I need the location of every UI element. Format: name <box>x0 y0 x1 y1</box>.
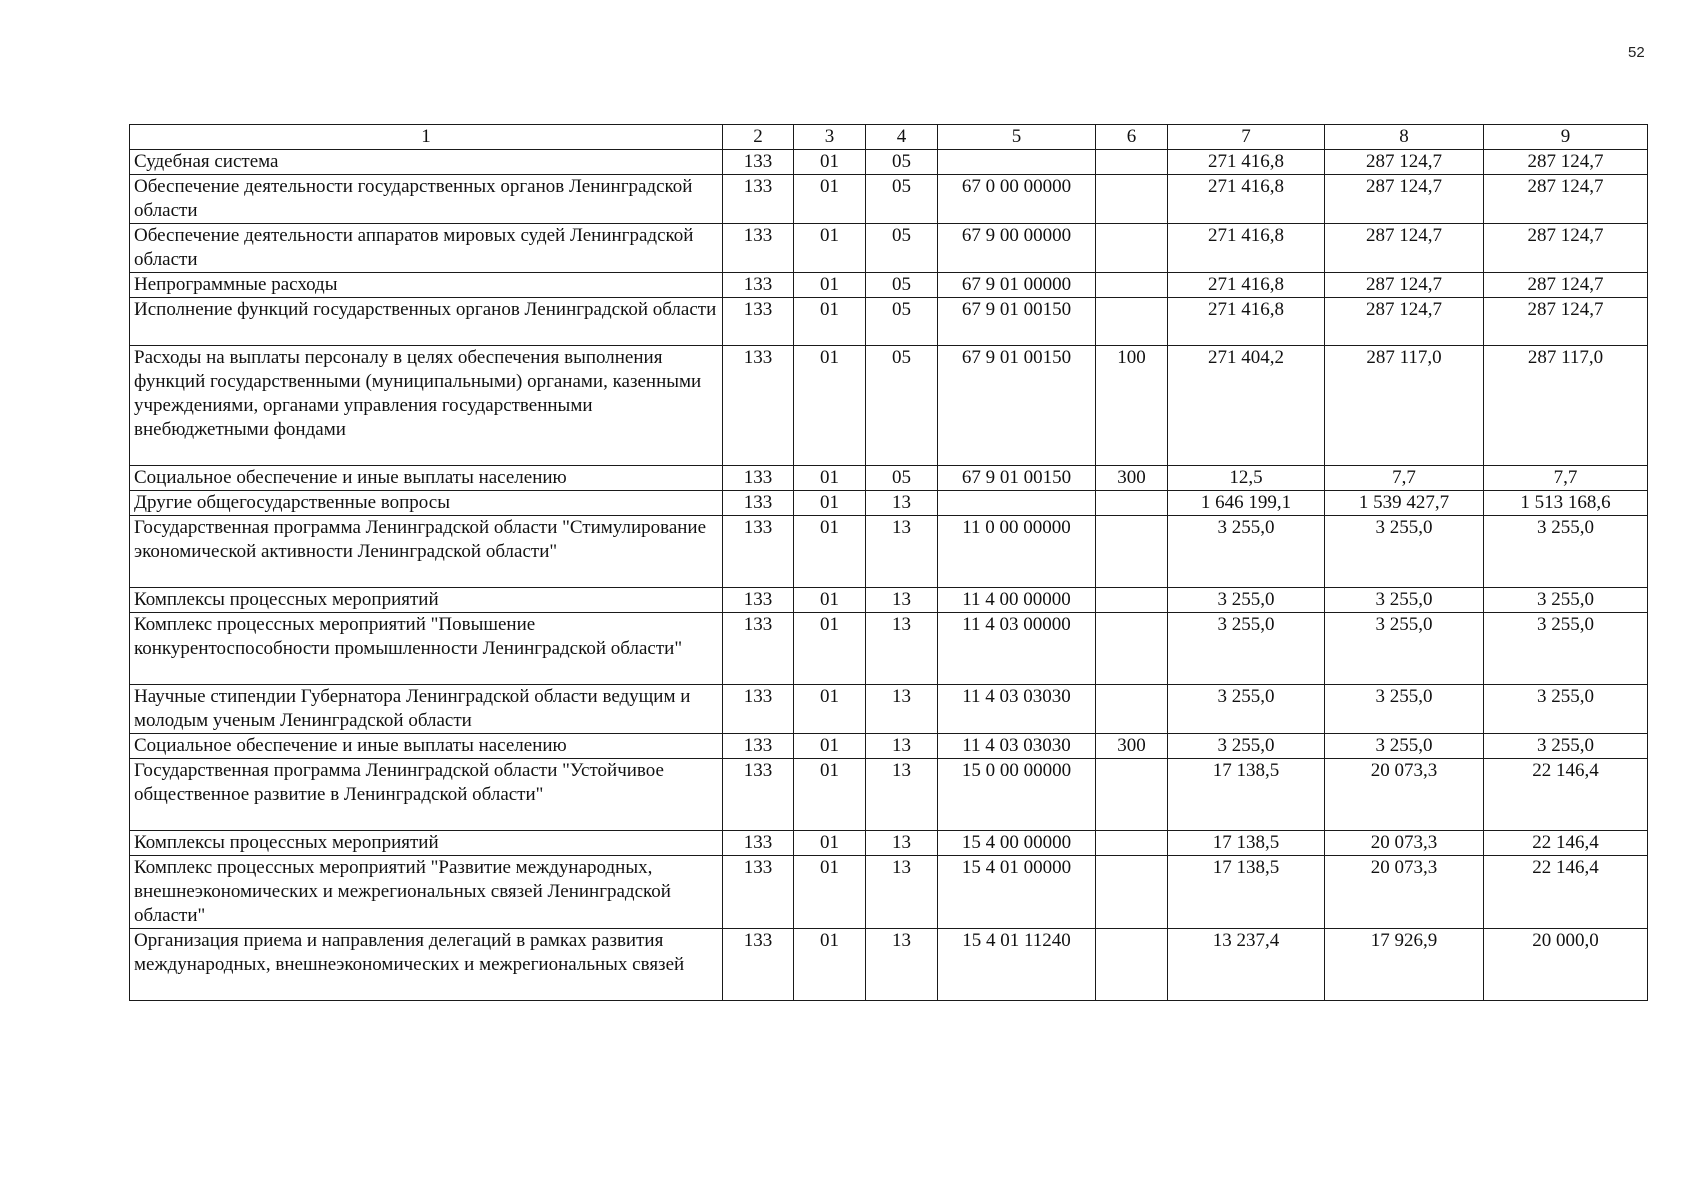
cell-target-item-code: 11 0 00 00000 <box>938 516 1096 588</box>
page-number: 52 <box>1628 44 1645 61</box>
cell-target-item-code: 15 0 00 00000 <box>938 759 1096 831</box>
cell-ministry-code: 133 <box>723 831 794 856</box>
cell-amount-year-2: 287 124,7 <box>1325 150 1484 175</box>
column-header-year-1: 7 <box>1168 125 1325 150</box>
column-header-year-2: 8 <box>1325 125 1484 150</box>
cell-amount-year-2: 3 255,0 <box>1325 613 1484 685</box>
cell-ministry-code: 133 <box>723 685 794 734</box>
cell-amount-year-3: 22 146,4 <box>1484 831 1648 856</box>
cell-amount-year-1: 3 255,0 <box>1168 516 1325 588</box>
table-row <box>130 346 1648 466</box>
cell-section-code: 01 <box>794 491 866 516</box>
cell-subsection-code: 05 <box>866 298 938 346</box>
cell-section-code: 01 <box>794 150 866 175</box>
cell-target-item-code <box>938 150 1096 175</box>
cell-amount-year-1: 17 138,5 <box>1168 759 1325 831</box>
cell-ministry-code: 133 <box>723 588 794 613</box>
cell-amount-year-2: 1 539 427,7 <box>1325 491 1484 516</box>
cell-amount-year-2: 287 124,7 <box>1325 273 1484 298</box>
cell-amount-year-3: 287 117,0 <box>1484 346 1648 466</box>
table-row <box>130 491 1648 516</box>
cell-ministry-code: 133 <box>723 273 794 298</box>
cell-target-item-code: 15 4 01 00000 <box>938 856 1096 929</box>
cell-amount-year-2: 3 255,0 <box>1325 516 1484 588</box>
cell-subsection-code: 05 <box>866 273 938 298</box>
table-row <box>130 175 1648 224</box>
cell-amount-year-1: 271 404,2 <box>1168 346 1325 466</box>
cell-expense-type-code: 300 <box>1096 466 1168 491</box>
cell-expense-type-code <box>1096 224 1168 273</box>
cell-section-code: 01 <box>794 856 866 929</box>
cell-target-item-code: 67 9 00 00000 <box>938 224 1096 273</box>
cell-name: Исполнение функций государственных органов Ленинградской области <box>130 298 723 346</box>
column-header-subsection: 4 <box>866 125 938 150</box>
cell-section-code: 01 <box>794 273 866 298</box>
cell-expense-type-code <box>1096 588 1168 613</box>
cell-amount-year-2: 17 926,9 <box>1325 929 1484 1001</box>
cell-expense-type-code <box>1096 929 1168 1001</box>
cell-subsection-code: 05 <box>866 224 938 273</box>
cell-section-code: 01 <box>794 298 866 346</box>
cell-amount-year-3: 3 255,0 <box>1484 516 1648 588</box>
cell-amount-year-3: 287 124,7 <box>1484 298 1648 346</box>
table-row <box>130 466 1648 491</box>
budget-table <box>129 124 1648 1001</box>
table-row <box>130 856 1648 929</box>
cell-subsection-code: 13 <box>866 734 938 759</box>
cell-amount-year-1: 271 416,8 <box>1168 175 1325 224</box>
cell-expense-type-code <box>1096 759 1168 831</box>
table-row <box>130 516 1648 588</box>
table-row <box>130 929 1648 1001</box>
cell-amount-year-3: 3 255,0 <box>1484 685 1648 734</box>
column-header-target-item: 5 <box>938 125 1096 150</box>
cell-amount-year-2: 287 124,7 <box>1325 224 1484 273</box>
cell-amount-year-1: 271 416,8 <box>1168 224 1325 273</box>
table-row <box>130 150 1648 175</box>
cell-target-item-code: 67 9 01 00000 <box>938 273 1096 298</box>
cell-amount-year-1: 17 138,5 <box>1168 831 1325 856</box>
cell-section-code: 01 <box>794 831 866 856</box>
cell-name: Социальное обеспечение и иные выплаты населению <box>130 734 723 759</box>
cell-ministry-code: 133 <box>723 466 794 491</box>
cell-target-item-code: 67 9 01 00150 <box>938 346 1096 466</box>
cell-name: Обеспечение деятельности государственных органов Ленинградской области <box>130 175 723 224</box>
cell-subsection-code: 13 <box>866 856 938 929</box>
cell-expense-type-code <box>1096 491 1168 516</box>
cell-amount-year-3: 7,7 <box>1484 466 1648 491</box>
cell-ministry-code: 133 <box>723 929 794 1001</box>
cell-amount-year-1: 271 416,8 <box>1168 298 1325 346</box>
cell-target-item-code: 11 4 03 00000 <box>938 613 1096 685</box>
cell-ministry-code: 133 <box>723 224 794 273</box>
cell-amount-year-2: 3 255,0 <box>1325 588 1484 613</box>
cell-subsection-code: 13 <box>866 759 938 831</box>
cell-amount-year-2: 20 073,3 <box>1325 856 1484 929</box>
cell-name: Непрограммные расходы <box>130 273 723 298</box>
cell-target-item-code: 15 4 00 00000 <box>938 831 1096 856</box>
cell-amount-year-2: 20 073,3 <box>1325 831 1484 856</box>
table-row <box>130 298 1648 346</box>
cell-amount-year-3: 22 146,4 <box>1484 759 1648 831</box>
cell-amount-year-2: 287 117,0 <box>1325 346 1484 466</box>
cell-expense-type-code <box>1096 613 1168 685</box>
cell-expense-type-code <box>1096 685 1168 734</box>
cell-target-item-code: 67 9 01 00150 <box>938 466 1096 491</box>
cell-amount-year-3: 3 255,0 <box>1484 734 1648 759</box>
cell-target-item-code: 67 9 01 00150 <box>938 298 1096 346</box>
cell-amount-year-1: 271 416,8 <box>1168 150 1325 175</box>
column-header-ministry: 2 <box>723 125 794 150</box>
cell-amount-year-3: 287 124,7 <box>1484 273 1648 298</box>
cell-section-code: 01 <box>794 224 866 273</box>
cell-section-code: 01 <box>794 685 866 734</box>
cell-name: Государственная программа Ленинградской области "Устойчивое общественное развитие в Ленинградской области" <box>130 759 723 831</box>
cell-section-code: 01 <box>794 588 866 613</box>
cell-name: Комплексы процессных мероприятий <box>130 588 723 613</box>
cell-ministry-code: 133 <box>723 150 794 175</box>
cell-expense-type-code <box>1096 856 1168 929</box>
column-header-expense-type: 6 <box>1096 125 1168 150</box>
cell-amount-year-2: 3 255,0 <box>1325 734 1484 759</box>
cell-ministry-code: 133 <box>723 613 794 685</box>
cell-amount-year-3: 3 255,0 <box>1484 588 1648 613</box>
table-row <box>130 685 1648 734</box>
cell-amount-year-3: 287 124,7 <box>1484 150 1648 175</box>
cell-target-item-code: 11 4 00 00000 <box>938 588 1096 613</box>
column-header-name: 1 <box>130 125 723 150</box>
cell-ministry-code: 133 <box>723 298 794 346</box>
table-row <box>130 224 1648 273</box>
cell-amount-year-3: 287 124,7 <box>1484 224 1648 273</box>
cell-ministry-code: 133 <box>723 491 794 516</box>
cell-amount-year-3: 1 513 168,6 <box>1484 491 1648 516</box>
cell-subsection-code: 13 <box>866 929 938 1001</box>
cell-subsection-code: 13 <box>866 588 938 613</box>
cell-amount-year-1: 13 237,4 <box>1168 929 1325 1001</box>
cell-amount-year-1: 3 255,0 <box>1168 734 1325 759</box>
cell-expense-type-code <box>1096 150 1168 175</box>
cell-amount-year-2: 287 124,7 <box>1325 298 1484 346</box>
cell-amount-year-1: 3 255,0 <box>1168 588 1325 613</box>
cell-subsection-code: 13 <box>866 516 938 588</box>
table-row <box>130 831 1648 856</box>
cell-expense-type-code <box>1096 273 1168 298</box>
cell-name: Судебная система <box>130 150 723 175</box>
cell-expense-type-code <box>1096 298 1168 346</box>
cell-name: Комплекс процессных мероприятий "Развитие международных, внешнеэкономических и межрегиональных связей Ленинградской области" <box>130 856 723 929</box>
cell-section-code: 01 <box>794 346 866 466</box>
cell-amount-year-1: 12,5 <box>1168 466 1325 491</box>
cell-section-code: 01 <box>794 175 866 224</box>
column-header-year-3: 9 <box>1484 125 1648 150</box>
cell-expense-type-code: 100 <box>1096 346 1168 466</box>
cell-target-item-code: 67 0 00 00000 <box>938 175 1096 224</box>
cell-name: Научные стипендии Губернатора Ленинградской области ведущим и молодым ученым Ленинградской области <box>130 685 723 734</box>
cell-ministry-code: 133 <box>723 175 794 224</box>
cell-name: Обеспечение деятельности аппаратов мировых судей Ленинградской области <box>130 224 723 273</box>
cell-subsection-code: 13 <box>866 685 938 734</box>
cell-amount-year-1: 3 255,0 <box>1168 613 1325 685</box>
cell-amount-year-2: 287 124,7 <box>1325 175 1484 224</box>
cell-name: Комплексы процессных мероприятий <box>130 831 723 856</box>
cell-name: Социальное обеспечение и иные выплаты населению <box>130 466 723 491</box>
cell-section-code: 01 <box>794 613 866 685</box>
cell-target-item-code: 15 4 01 11240 <box>938 929 1096 1001</box>
cell-name: Государственная программа Ленинградской области "Стимулирование экономической активности Ленинградской области" <box>130 516 723 588</box>
cell-subsection-code: 13 <box>866 613 938 685</box>
cell-amount-year-1: 17 138,5 <box>1168 856 1325 929</box>
cell-ministry-code: 133 <box>723 759 794 831</box>
cell-amount-year-3: 287 124,7 <box>1484 175 1648 224</box>
table-row <box>130 588 1648 613</box>
cell-target-item-code: 11 4 03 03030 <box>938 734 1096 759</box>
cell-amount-year-3: 20 000,0 <box>1484 929 1648 1001</box>
cell-section-code: 01 <box>794 759 866 831</box>
cell-amount-year-1: 271 416,8 <box>1168 273 1325 298</box>
table-row <box>130 759 1648 831</box>
cell-amount-year-2: 7,7 <box>1325 466 1484 491</box>
cell-subsection-code: 13 <box>866 491 938 516</box>
cell-ministry-code: 133 <box>723 516 794 588</box>
cell-subsection-code: 05 <box>866 466 938 491</box>
table-row <box>130 613 1648 685</box>
cell-expense-type-code <box>1096 516 1168 588</box>
cell-name: Организация приема и направления делегаций в рамках развития международных, внешнеэкономических и межрегиональных связей <box>130 929 723 1001</box>
cell-expense-type-code <box>1096 175 1168 224</box>
cell-name: Другие общегосударственные вопросы <box>130 491 723 516</box>
cell-section-code: 01 <box>794 734 866 759</box>
cell-ministry-code: 133 <box>723 734 794 759</box>
cell-section-code: 01 <box>794 929 866 1001</box>
cell-amount-year-1: 3 255,0 <box>1168 685 1325 734</box>
cell-target-item-code: 11 4 03 03030 <box>938 685 1096 734</box>
cell-ministry-code: 133 <box>723 346 794 466</box>
cell-ministry-code: 133 <box>723 856 794 929</box>
cell-name: Расходы на выплаты персоналу в целях обеспечения выполнения функций государственными (муниципальными) органами, казенными учреждениями, органами управления государственными внебюджетными фондами <box>130 346 723 466</box>
cell-amount-year-2: 3 255,0 <box>1325 685 1484 734</box>
cell-subsection-code: 13 <box>866 831 938 856</box>
cell-amount-year-3: 22 146,4 <box>1484 856 1648 929</box>
cell-amount-year-1: 1 646 199,1 <box>1168 491 1325 516</box>
cell-expense-type-code <box>1096 831 1168 856</box>
cell-amount-year-3: 3 255,0 <box>1484 613 1648 685</box>
cell-target-item-code <box>938 491 1096 516</box>
cell-expense-type-code: 300 <box>1096 734 1168 759</box>
cell-subsection-code: 05 <box>866 346 938 466</box>
column-header-section: 3 <box>794 125 866 150</box>
header-row <box>130 125 1648 150</box>
cell-subsection-code: 05 <box>866 175 938 224</box>
cell-amount-year-2: 20 073,3 <box>1325 759 1484 831</box>
table-row <box>130 734 1648 759</box>
table-row <box>130 273 1648 298</box>
cell-name: Комплекс процессных мероприятий "Повышение конкурентоспособности промышленности Ленинградской области" <box>130 613 723 685</box>
cell-section-code: 01 <box>794 516 866 588</box>
cell-section-code: 01 <box>794 466 866 491</box>
cell-subsection-code: 05 <box>866 150 938 175</box>
